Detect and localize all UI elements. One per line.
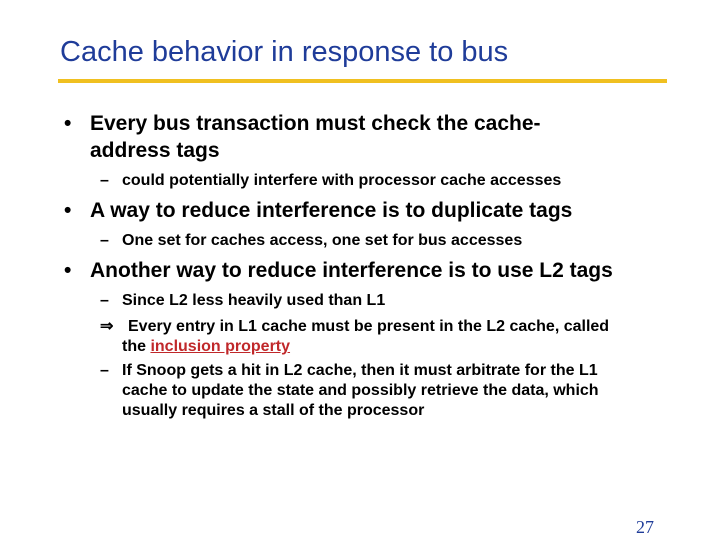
sub-text-line2: cache to update the state and possibly retrieve the data, which <box>122 382 599 399</box>
sub-text: If Snoop gets a hit in L2 cache, then it must arbitrate for the L1 <box>122 362 598 379</box>
bullet-marker: • <box>64 199 72 222</box>
bullet-1-line2: address tags <box>90 139 220 162</box>
sub-text: One set for caches access, one set for bus accesses <box>122 232 523 249</box>
inclusion-property-link[interactable]: inclusion property <box>150 338 291 355</box>
sub-marker: – <box>100 172 109 189</box>
sub-marker: – <box>100 232 109 249</box>
sub-text-cont <box>122 337 290 357</box>
title-underline <box>58 79 667 83</box>
slide-title: Cache behavior in response to bus <box>60 36 509 68</box>
bullet-marker: • <box>64 259 72 282</box>
sub-marker: – <box>100 292 109 309</box>
bullet-2-line1: A way to reduce interference is to duplicate tags <box>90 199 573 222</box>
sub-text-line3: usually requires a stall of the processor <box>122 402 425 419</box>
bullet-1-line1: Every bus transaction must check the cache- <box>90 112 541 135</box>
sub-text-prefix: the <box>122 338 151 355</box>
sub-text: could potentially interfere with processor cache accesses <box>122 172 562 189</box>
sub-text: Since L2 less heavily used than L1 <box>122 292 386 309</box>
page-number: 27 <box>636 517 654 537</box>
sub-text: Every entry in L1 cache must be present in the L2 cache, called <box>128 318 610 335</box>
bullet-marker: • <box>64 112 72 135</box>
bullet-3-line1: Another way to reduce interference is to use L2 tags <box>90 259 613 282</box>
implies-icon: ⇒ <box>100 318 114 335</box>
sub-marker: – <box>100 362 109 379</box>
